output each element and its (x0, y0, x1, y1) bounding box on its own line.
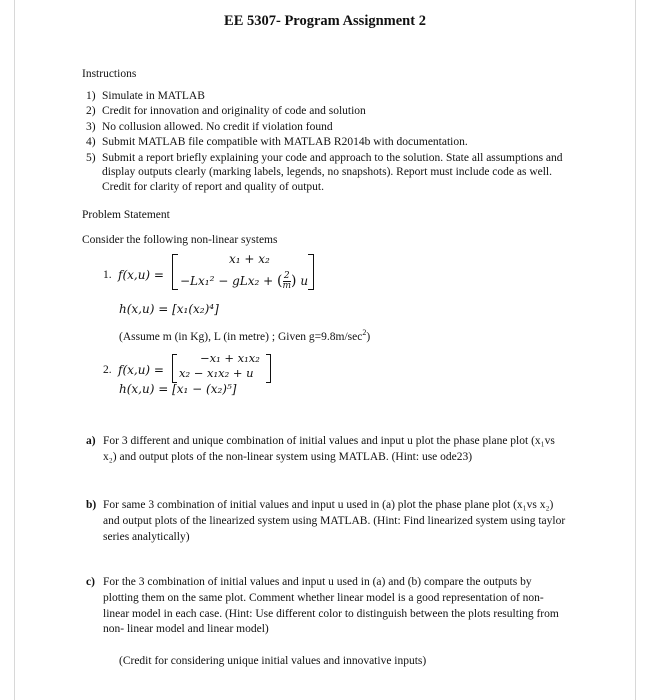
page-title: EE 5307- Program Assignment 2 (224, 13, 426, 29)
assumption-close: ) (366, 330, 371, 343)
list-item-text: Credit for innovation and originality of code and solution (102, 105, 366, 118)
part-a (86, 434, 566, 466)
part-label: c) (86, 576, 95, 588)
system1-row2-a: −Lx₁² − gLx₂ + (180, 274, 274, 288)
part-b (86, 498, 566, 545)
instructions-list (86, 89, 566, 195)
system2-f-lhs: f(x,u) = (118, 363, 164, 377)
part-label: a) (86, 435, 96, 447)
list-item-text: Submit a report briefly explaining your code and approach to the solution. State all assumptions and display outputs clearly (marking labels, legends, no snapshots). Report must include code as well. Credit for clarity of report and quality of output. (102, 151, 563, 193)
list-item (86, 120, 566, 135)
list-item (86, 104, 566, 119)
part-text: For same 3 combination of initial values and input u used in (a) plot the phase plane plot (x₁vs x₂) and output plots of the linearized system using MATLAB. (Hint: Find linearized system using taylor series analytically) (103, 499, 566, 543)
system2-left-bracket (172, 354, 177, 383)
system1-number: 1. (103, 269, 112, 281)
fraction-denominator: m (282, 281, 292, 291)
list-item-text: Simulate in MATLAB (102, 90, 205, 102)
system2-number: 2. (103, 364, 112, 376)
list-item (86, 135, 566, 150)
problem-heading: Problem Statement (82, 209, 170, 221)
list-item (86, 89, 566, 104)
credit-note: (Credit for considering unique initial values and innovative inputs) (119, 655, 427, 667)
fraction (283, 272, 292, 291)
part-c (86, 575, 566, 638)
system2-row2: x₂ − x₁x₂ + u (179, 366, 254, 380)
fraction-numerator: 2 (283, 271, 290, 281)
system1-assumption (119, 325, 370, 345)
system1-left-bracket (172, 254, 178, 290)
list-item-number: 4) (86, 136, 96, 149)
system1-row2 (180, 272, 308, 291)
list-item-number: 2) (86, 105, 96, 118)
list-item-text: Submit MATLAB file compatible with MATLAB R2014b with documentation. (102, 136, 468, 149)
system2-h: h(x,u) = [x₁ − (x₂)⁵] (119, 382, 237, 396)
list-item-text: No collusion allowed. No credit if violation found (102, 120, 333, 133)
list-item-number: 1) (86, 90, 96, 102)
system2-right-bracket (266, 354, 271, 383)
system2-row1: −x₁ + x₁x₂ (200, 351, 260, 365)
part-text: For the 3 combination of initial values and input u used in (a) and (b) compare the outputs by plotting them on the same plot. Comment whether linear model is a good representation of non-linear model in each case. (Hint: Use different color to distinguish between the plots resulting from non- linear model and linear model) (103, 576, 559, 636)
system1-row1: x₁ + x₂ (229, 252, 270, 266)
assumption-text: (Assume m (in Kg), L (in metre) ; Given g=9.8m/sec (119, 330, 363, 343)
system1-h: h(x,u) = [x₁(x₂)⁴] (119, 302, 219, 316)
assumption-superscript: 2 (362, 328, 367, 337)
part-text: For 3 different and unique combination of initial values and input u plot the phase plane plot (x₁vs x₂) and output plots of the non-linear system using MATLAB. (Hint: use ode23) (103, 435, 555, 463)
list-item-number: 5) (86, 151, 96, 164)
problem-intro: Consider the following non-linear systems (82, 234, 278, 246)
open-paren: ( (277, 273, 283, 289)
list-item (86, 151, 566, 195)
part-label: b) (86, 499, 97, 511)
system1-f-lhs: f(x,u) = (118, 268, 164, 282)
system1-right-bracket (308, 254, 314, 290)
close-paren: ) (291, 273, 297, 289)
system1-row2-b: u (300, 274, 309, 288)
list-item-number: 3) (86, 120, 96, 133)
instructions-heading: Instructions (82, 68, 137, 80)
